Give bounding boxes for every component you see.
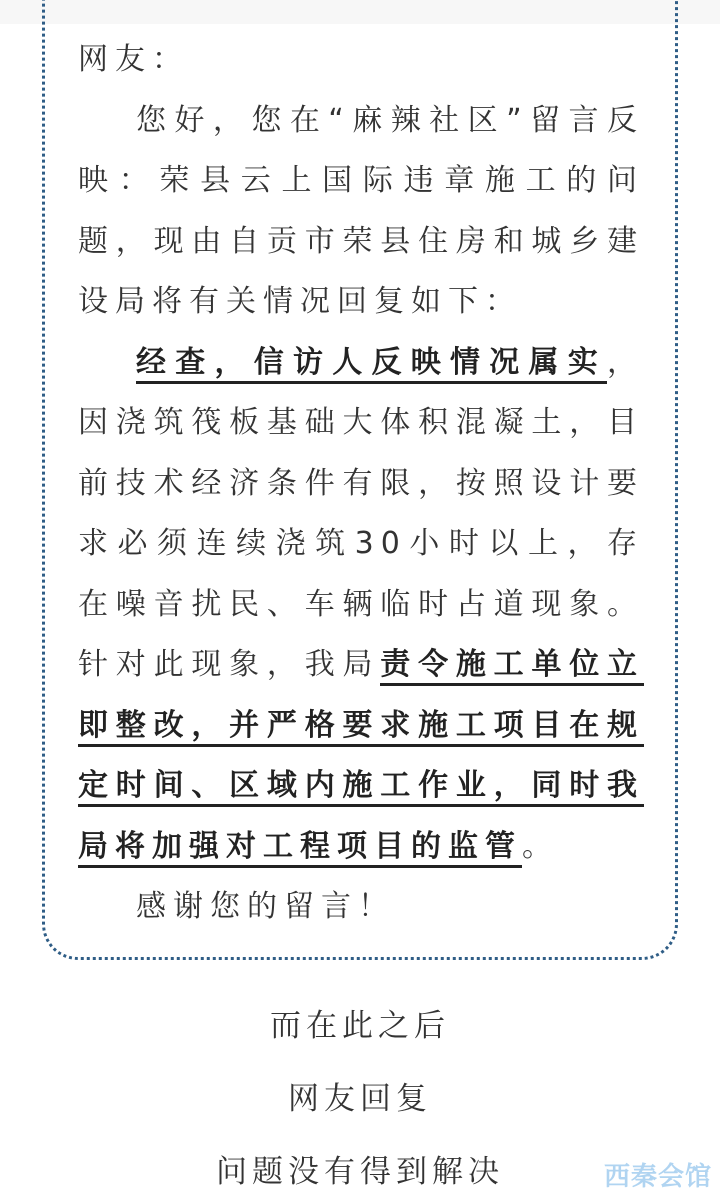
salutation: 网友： — [78, 42, 189, 77]
finding-paragraph — [78, 333, 644, 878]
reply-text — [78, 30, 644, 938]
thanks-line: 感谢您的留言！ — [136, 889, 395, 924]
watermark-logo: 西秦会馆 — [603, 1162, 712, 1192]
after-line-3: 问题没有得到解决 — [216, 1154, 504, 1190]
finding-emphasis: 经查，信访人反映情况属实 — [136, 345, 607, 384]
intro-paragraph: 您好，您在“麻辣社区”留言反映：荣县云上国际违章施工的问题，现由自贡市荣县住房和城乡建设局将有关情况回复如下： — [78, 102, 644, 319]
after-line-1: 而在此之后 — [270, 1008, 450, 1044]
after-line-2: 网友回复 — [288, 1081, 432, 1117]
finding-end: 。 — [522, 828, 559, 864]
finding-text: ，因浇筑筏板基础大体积混凝土，目前技术经济条件有限，按照设计要求必须连续浇筑30小时以上，存在噪音扰民、车辆临时占道现象。针对此现象，我局 — [78, 344, 644, 682]
action-emphasis: 责令施工单位立即整改，并严格要求施工项目在规定时间、区域内施工作业，同时我局将加强对工程项目的监管 — [78, 647, 644, 868]
